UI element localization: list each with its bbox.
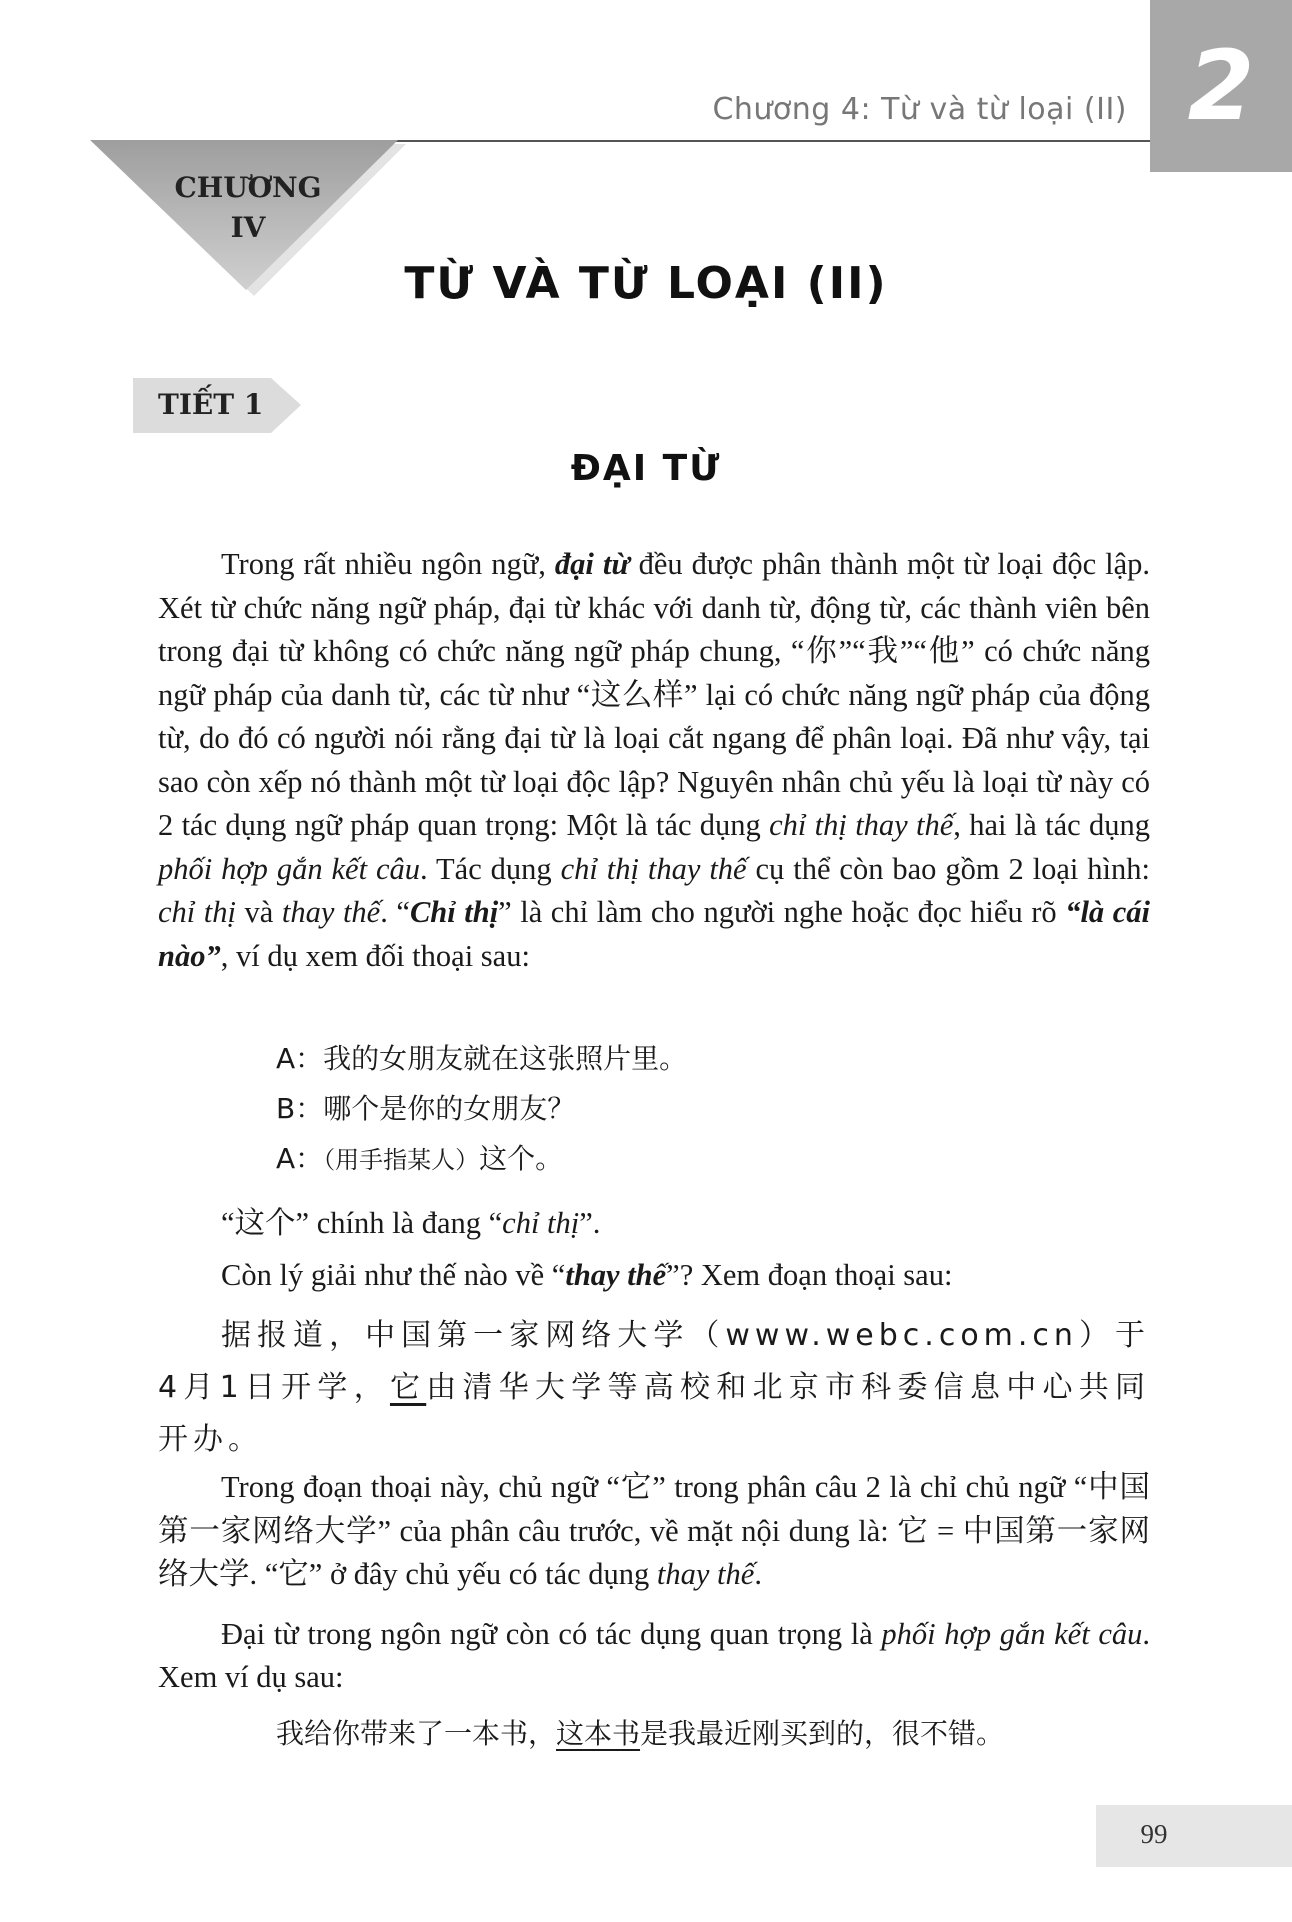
running-header: Chương 4: Từ và từ loại (II) — [712, 92, 1127, 127]
paragraph-3 — [158, 1613, 1150, 1700]
text-run: đều được phân thành một từ loại độc lập. Xét từ chức năng ngữ pháp, đại từ khác với danh từ, động từ, các thành viên bên trong đại từ không có chức năng ngữ pháp chung, “你”“我”“他” có chức năng ngữ pháp của danh từ, các từ như “这么样” lại có chức năng ngữ pháp của động từ, do đó có người nói rằng đại từ là loại cắt ngang để phân loại. Đã như vậy, tại sao còn xếp nó thành một từ loại độc lập? Nguyên nhân chủ yếu là loại từ này có 2 tác dụng ngữ pháp quan trọng: Một là tác dụng — [158, 547, 1150, 842]
text-run: Trong rất nhiều ngôn ngữ, — [221, 547, 555, 581]
dialogue-line — [276, 1034, 687, 1084]
text-run: ”? Xem đoạn thoại sau: — [666, 1258, 953, 1292]
chinese-example-passage — [158, 1310, 1150, 1466]
explanation-paragraphs — [158, 1466, 1150, 1716]
dialogue-line — [276, 1134, 687, 1185]
part-number: 2 — [1187, 30, 1255, 142]
dialogue-text: 我的女朋友就在这张照片里。 — [323, 1042, 688, 1075]
chapter-badge-label — [168, 168, 328, 248]
chapter-title: TỪ VÀ TỪ LOẠI (II) — [404, 258, 888, 309]
section-badge-label: TIẾT 1 — [158, 388, 264, 421]
text-run: , hai là tác dụng — [953, 808, 1150, 842]
final-example-sentence — [276, 1712, 1004, 1752]
dialogue-example — [276, 1034, 687, 1185]
emphasis-text: Chỉ thị — [409, 895, 499, 929]
italic-term: chỉ thị thay thế — [769, 808, 954, 842]
dialogue-text: 哪个是你的女朋友？ — [323, 1092, 576, 1125]
text-run: . — [754, 1557, 762, 1591]
underlined-pronoun: 它 — [389, 1370, 427, 1405]
text-run: “这个” chính là đang “ — [221, 1206, 503, 1240]
text-run: Đại từ trong ngôn ngữ còn có tác dụng quan trọng là — [221, 1616, 882, 1651]
underlined-phrase: 这本书 — [556, 1717, 641, 1750]
paragraph-1 — [158, 543, 1150, 978]
italic-term: phối hợp gắn kết câu — [881, 1616, 1143, 1651]
text-run: 据报道，中国第一家网络大学（www.webc.com.cn）于4月1日开学， — [158, 1318, 1150, 1405]
italic-term: thay thế — [281, 895, 381, 929]
italic-term: chỉ thị — [158, 895, 237, 929]
text-run: Còn lý giải như thế nào về “ — [221, 1258, 566, 1292]
dialogue-text: 这个。 — [479, 1142, 564, 1175]
text-run: ” là chỉ làm cho người nghe hoặc đọc hiểu rõ — [498, 895, 1066, 929]
text-run: 是我最近刚买到的，很不错。 — [640, 1717, 1005, 1750]
chapter-word: CHƯƠNG — [174, 171, 322, 204]
section-title: ĐẠI TỪ — [570, 448, 722, 489]
text-run: 由清华大学等高校和北京市科委信息中心共同开办。 — [158, 1370, 1151, 1457]
italic-term: chỉ thị thay thế — [560, 851, 747, 886]
emphasis-text: đại từ — [554, 547, 630, 581]
page-number-box — [1096, 1805, 1292, 1867]
speaker-label: B： — [276, 1092, 324, 1125]
text-run: , ví dụ xem đối thoại sau: — [220, 938, 530, 973]
emphasis-text: thay thế — [565, 1258, 667, 1292]
note-line — [221, 1198, 600, 1242]
text-run: . “ — [380, 895, 410, 929]
text-run: Trong đoạn thoại này, chủ ngữ “它” trong phân câu 2 là chỉ chủ ngữ “中国第一家网络大学” của phân câu trước, về mặt nội dung là: 它 = 中国第一家网络大学. “它” ở đây chủ yếu có tác dụng — [158, 1470, 1150, 1591]
intro-paragraph — [158, 543, 1150, 978]
text-run: 我给你带来了一本书， — [276, 1717, 557, 1750]
chapter-number: IV — [230, 211, 266, 244]
question-line — [221, 1258, 952, 1293]
italic-term: phối hợp gắn kết câu — [158, 851, 421, 886]
speaker-label: A： — [276, 1142, 324, 1175]
paragraph-2 — [158, 1466, 1150, 1597]
speaker-label: A： — [276, 1042, 324, 1075]
text-run: và — [236, 895, 282, 929]
dialogue-note: （用手指某人） — [323, 1146, 480, 1174]
text-run: . Xem ví dụ sau: — [158, 1616, 1150, 1694]
page-number: 99 — [1140, 1819, 1168, 1849]
part-number-tab — [1150, 0, 1292, 172]
italic-term: chỉ thị — [502, 1206, 580, 1240]
emphasis-text: “là cái nào” — [158, 895, 1150, 973]
italic-term: thay thế — [656, 1557, 755, 1591]
dialogue-line — [276, 1084, 687, 1134]
text-run: ”. — [579, 1206, 601, 1240]
section-badge — [133, 378, 303, 433]
example-paragraph — [158, 1310, 1150, 1466]
text-run: . Tác dụng — [420, 851, 561, 886]
text-run: cụ thể còn bao gồm 2 loại hình: — [746, 851, 1151, 886]
